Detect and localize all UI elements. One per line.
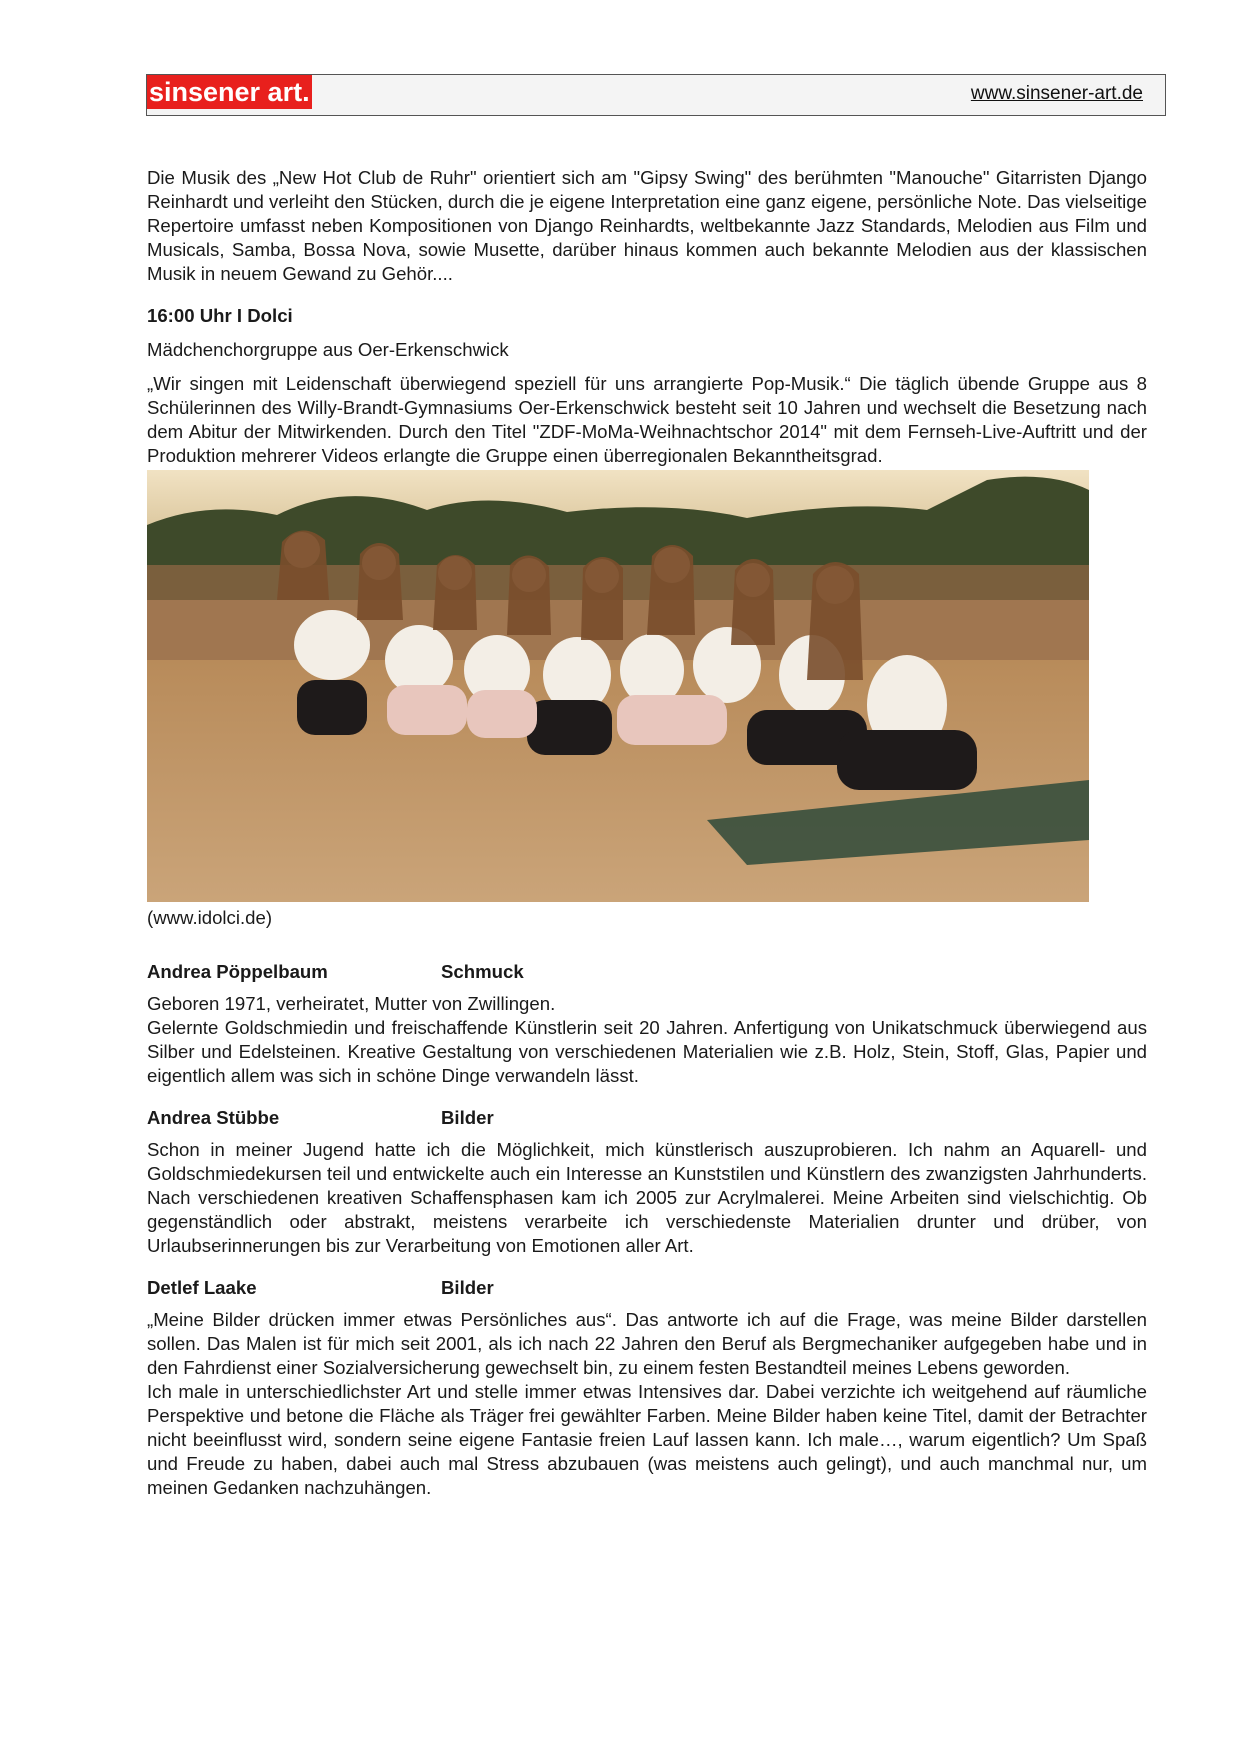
- page-content: [147, 166, 1147, 1500]
- choir-group-photo: [147, 470, 1089, 902]
- artist-bio: Gelernte Goldschmiedin und freischaffende Künstlerin seit 20 Jahren. Anfertigung von Unikatschmuck überwiegend aus Silber und Edelsteinen. Kreative Gestaltung von verschiedenen Materialien wie z.B. Holz, Stein, Stoff, Glas, Papier und eigentlich allem was sich in schöne Dinge verwandeln lässt.: [147, 1017, 1147, 1086]
- artist-bio: Ich male in unterschiedlichster Art und stelle immer etwas Intensives dar. Dabei verzichte ich weitgehend auf räumliche Perspektive und betone die Fläche als Träger frei gewählter Farben. Meine Bilder haben keine Titel, damit der Betrachter nicht beeinflusst wird, sondern seine eigene Fantasie freien Lauf lassen kann. Ich male…, warum eigentlich? Um Spaß und Freude zu haben, dabei auch mal Stress abzubauen (was meistens auch gelingt), und auch manchmal nur, um meinen Gedanken nachzuhängen.: [147, 1381, 1147, 1498]
- artist-heading: [147, 1276, 1147, 1300]
- artist-category: Bilder: [441, 1277, 494, 1298]
- artist-bio-line: Geboren 1971, verheiratet, Mutter von Zwillingen.: [147, 993, 556, 1014]
- artist-heading: [147, 1106, 1147, 1130]
- artist-name: Andrea Pöppelbaum: [147, 961, 328, 982]
- artist-name: Detlef Laake: [147, 1277, 257, 1298]
- dolci-subtitle: Mädchenchorgruppe aus Oer-Erkenschwick: [147, 339, 509, 360]
- intro-paragraph: Die Musik des „New Hot Club de Ruhr" orientiert sich am "Gipsy Swing" des berühmten "Manouche" Gitarristen Django Reinhardt und verleiht den Stücken, durch die je eigene Interpretation eine ganz eigene, persönliche Note. Das vielseitige Repertoire umfasst neben Kompositionen von Django Reinhardts, weltbekannte Jazz Standards, Melodien aus Film und Musicals, Samba, Bossa Nova, sowie Musette, darüber hinaus kommen auch bekannte Melodien aus der klassischen Musik in neuem Gewand zu Gehör....: [147, 167, 1147, 284]
- page-header: [146, 74, 1166, 116]
- artist-category: Schmuck: [441, 961, 524, 982]
- artist-heading: [147, 960, 1147, 984]
- artist-name: Andrea Stübbe: [147, 1107, 280, 1128]
- artist-category: Bilder: [441, 1107, 494, 1128]
- brand-logo: sinsener art.: [149, 77, 310, 107]
- section-heading-dolci: 16:00 Uhr I Dolci: [147, 305, 293, 326]
- website-link[interactable]: www.sinsener-art.de: [970, 83, 1143, 104]
- artist-bio: Schon in meiner Jugend hatte ich die Möglichkeit, mich künstlerisch auszuprobieren. Ich nahm an Aquarell- und Goldschmiedekursen teil und entwickelte auch ein Interesse an Kunststilen und Künstlern des zwanzigsten Jahrhunderts. Nach verschiedenen kreativen Schaffensphasen kam ich 2005 zur Acrylmalerei. Meine Arbeiten sind vielschichtig. Ob gegenständlich oder abstrakt, meistens verarbeite ich verschiedenste Materialien drunter und drüber, von Urlaubserinnerungen bis zur Verarbeitung von Emotionen aller Art.: [147, 1139, 1147, 1256]
- photo-credit: (www.idolci.de): [147, 907, 273, 928]
- artist-bio: „Meine Bilder drücken immer etwas Persönliches aus“. Das antworte ich auf die Frage, was meine Bilder darstellen sollen. Das Malen ist für mich seit 2001, als ich nach 22 Jahren den Beruf als Bergmechaniker aufgegeben habe und in den Fahrdienst einer Sozialversicherung gewechselt bin, zu einem festen Bestandteil meines Lebens geworden.: [147, 1309, 1147, 1378]
- dolci-description: „Wir singen mit Leidenschaft überwiegend speziell für uns arrangierte Pop-Musik.“ Die täglich übende Gruppe aus 8 Schülerinnen des Willy-Brandt-Gymnasiums Oer-Erkenschwick besteht seit 10 Jahren und wechselt die Besetzung nach dem Abitur der Mitwirkenden. Durch den Titel "ZDF-MoMa-Weihnachtschor 2014" mit dem Fernseh-Live-Auftritt und der Produktion mehrerer Videos erlangte die Gruppe einen überregionalen Bekanntheitsgrad.: [147, 373, 1147, 466]
- choir-photo-illustration: [147, 470, 1089, 902]
